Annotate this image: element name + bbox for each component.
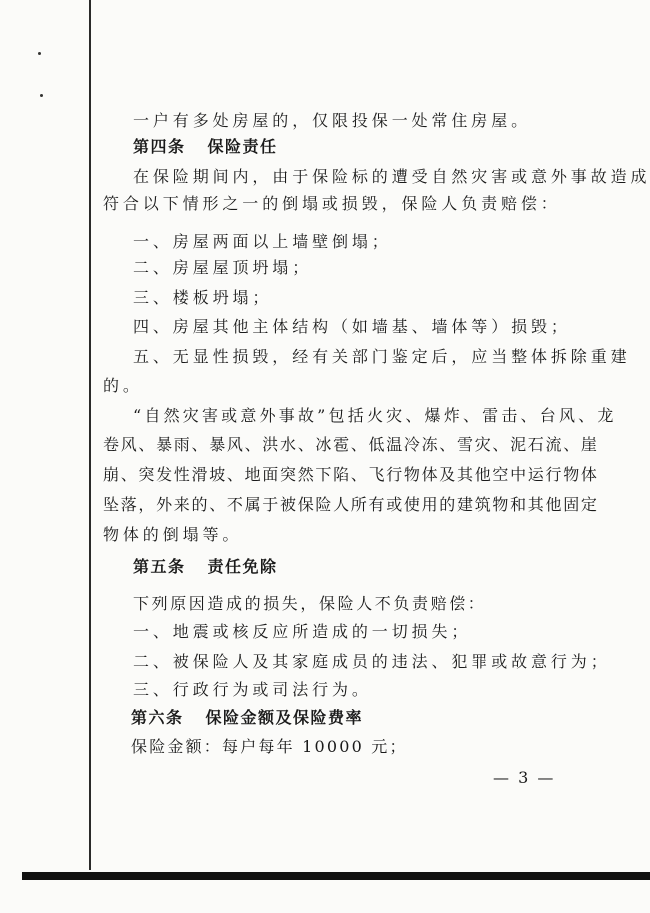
paragraph-line: 卷风、暴雨、暴风、洪水、冰雹、低温冷冻、雪灾、泥石流、崖 <box>103 435 599 454</box>
article-title: 保险金额及保险费率 <box>205 708 364 727</box>
list-item: 三、楼板坍塌； <box>133 288 273 307</box>
list-item: 二、被保险人及其家庭成员的违法、犯罪或故意行为； <box>133 652 611 671</box>
paragraph-line: 保险金额：每户每年 10000 元； <box>131 737 408 756</box>
list-item: 五、无显性损毁，经有关部门鉴定后，应当整体拆除重建 <box>133 347 631 366</box>
paragraph-line: 物体的倒塌等。 <box>103 525 243 544</box>
list-item: 四、房屋其他主体结构（如墙基、墙体等）损毁； <box>133 317 571 336</box>
paragraph-line: 下列原因造成的损失，保险人不负责赔偿： <box>133 594 487 613</box>
binding-margin-line <box>89 0 91 870</box>
paragraph-line: 崩、突发性滑坡、地面突然下陷、飞行物体及其他空中运行物体 <box>103 465 599 484</box>
list-item: 三、行政行为或司法行为。 <box>133 680 372 699</box>
article-number: 第五条 <box>133 557 186 576</box>
paragraph-line: 坠落，外来的、不属于被保险人所有或使用的建筑物和其他固定 <box>103 495 599 514</box>
paragraph-line: 的。 <box>103 376 143 395</box>
paragraph-line: 符合以下情形之一的倒塌或损毁，保险人负责赔偿： <box>103 194 561 213</box>
paragraph-line: “自然灾害或意外事故”包括火灾、爆炸、雷击、台风、龙 <box>133 406 617 425</box>
page-number: — 3 — <box>493 768 556 787</box>
article-4-heading <box>133 137 278 157</box>
article-number: 第四条 <box>133 137 186 156</box>
article-5-heading <box>133 557 278 577</box>
scan-speck <box>38 52 41 55</box>
paragraph-line: 在保险期间内，由于保险标的遭受自然灾害或意外事故造成 <box>133 167 650 186</box>
scan-edge-bar <box>22 872 650 880</box>
paragraph-line: 一户有多处房屋的，仅限投保一处常住房屋。 <box>133 111 532 130</box>
scan-speck <box>40 94 43 97</box>
list-item: 一、地震或核反应所造成的一切损失； <box>133 622 472 641</box>
article-title: 责任免除 <box>207 557 278 576</box>
article-number: 第六条 <box>131 708 184 727</box>
list-item: 二、房屋屋顶坍塌； <box>133 258 313 277</box>
list-item: 一、房屋两面以上墙壁倒塌； <box>133 232 392 251</box>
article-title: 保险责任 <box>207 137 278 156</box>
article-6-heading <box>131 708 363 728</box>
